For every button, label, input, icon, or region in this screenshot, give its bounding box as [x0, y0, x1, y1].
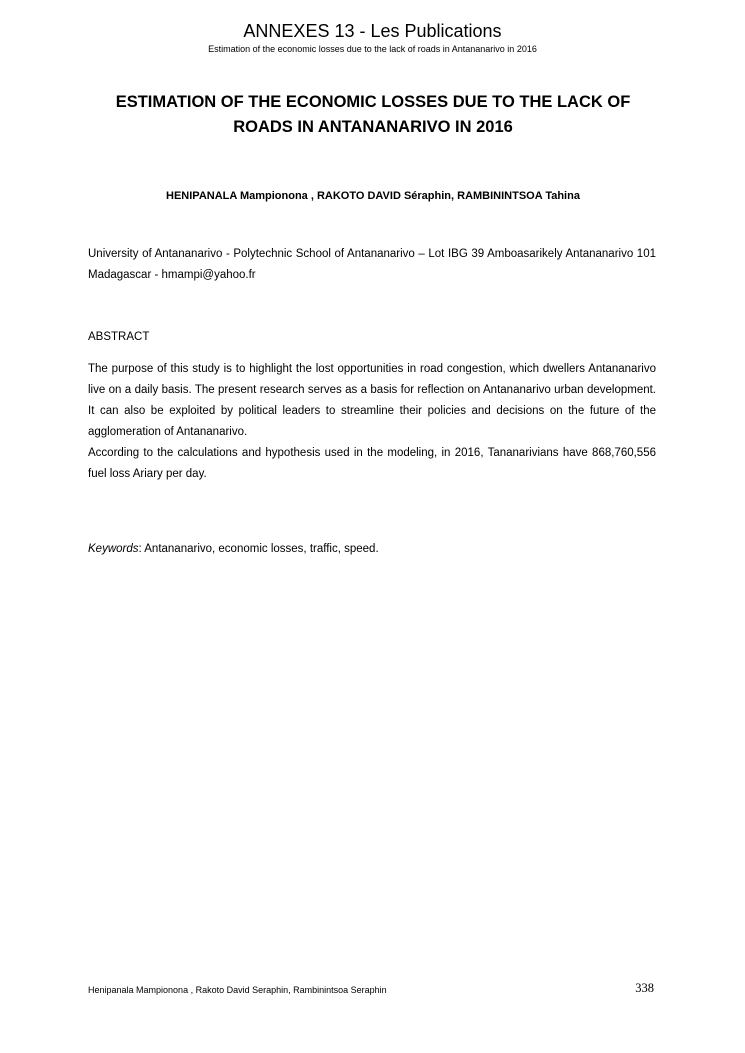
paper-title-line-1: ESTIMATION OF THE ECONOMIC LOSSES DUE TO THE LACK OF — [115, 93, 631, 111]
abstract — [88, 359, 656, 485]
header-subtitle: Estimation of the economic losses due to the lack of roads in Antananarivo in 2016 — [208, 44, 537, 54]
page-number: 338 — [635, 981, 654, 995]
affiliation: University of Antananarivo - Polytechnic School of Antananarivo – Lot IBG 39 Amboasarikely Antananarivo 101 Madagascar - hmampi@yahoo.fr — [88, 248, 656, 281]
keywords-label: Keywords — [88, 543, 139, 555]
header-title: ANNEXES 13 - Les Publications — [243, 21, 502, 41]
footer-authors: Henipanala Mampionona , Rakoto David Seraphin, Rambinintsoa Seraphin — [88, 985, 387, 995]
author-list: HENIPANALA Mampionona , RAKOTO DAVID Séraphin, RAMBININTSOA Tahina — [166, 190, 580, 202]
abstract-heading: ABSTRACT — [88, 331, 150, 343]
paper-title-line-2: ROADS IN ANTANANARIVO IN 2016 — [233, 118, 513, 136]
abstract-paragraph-2: According to the calculations and hypothesis used in the modeling, in 2016, Tananarivians have 868,760,556 fuel loss Ariary per day. — [88, 447, 656, 480]
abstract-paragraph-1: The purpose of this study is to highlight the lost opportunities in road congestion, which dwellers Antananarivo live on a daily basis. The present research serves as a basis for reflection on Antananarivo urban development. It can also be exploited by political leaders to streamline their policies and decisions on the future of the agglomeration of Antananarivo. — [88, 363, 656, 438]
page-footer — [88, 978, 656, 996]
keywords-text: : Antananarivo, economic losses, traffic, speed. — [138, 543, 379, 555]
paper-title — [88, 90, 658, 140]
page-header — [0, 20, 745, 56]
keywords — [88, 539, 379, 560]
